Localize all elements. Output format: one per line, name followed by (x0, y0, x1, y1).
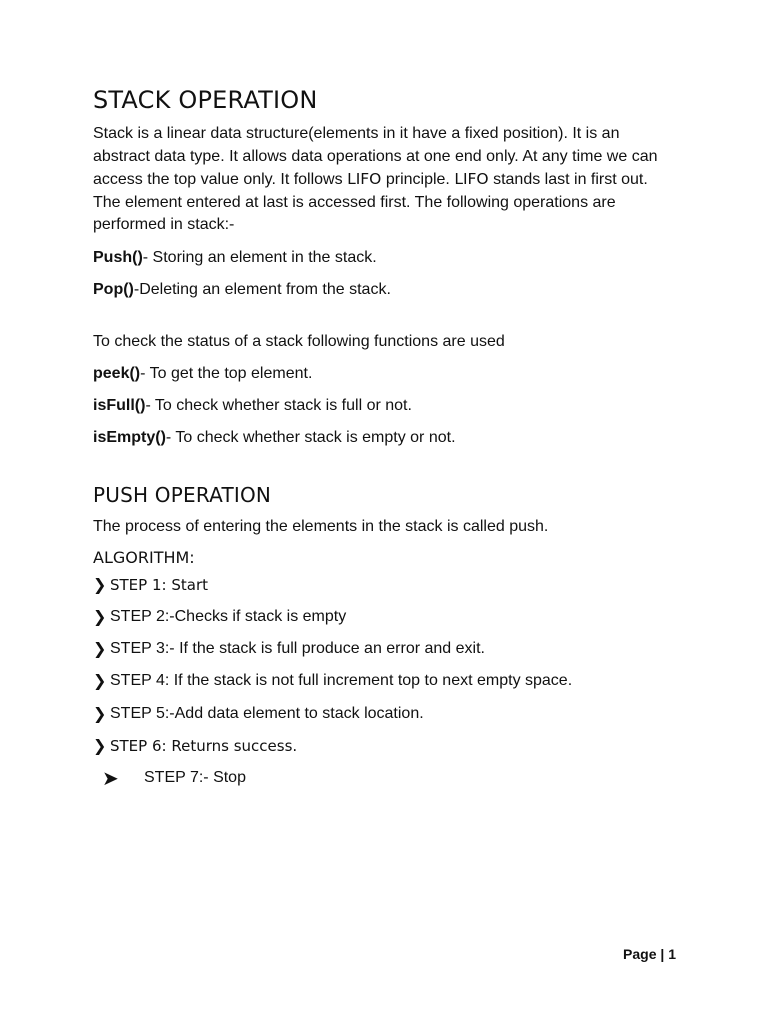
document-body (93, 86, 673, 800)
operation-name: Pop() (93, 280, 134, 298)
operation-push (93, 247, 673, 270)
spacer (93, 459, 673, 483)
status-intro: To check the status of a stack following functions are used (93, 332, 505, 350)
step-prefix: STEP 2 (110, 607, 165, 625)
step-prefix: STEP 1 (110, 575, 162, 594)
function-desc: - To check whether stack is empty or not. (165, 428, 456, 446)
lifo-term: LIFO (454, 170, 489, 188)
step-text: :-Checks if stack is empty (164, 607, 347, 625)
step-text: :- Stop (198, 769, 246, 787)
chevron-right-icon: ❯ (93, 639, 107, 659)
chevron-right-icon: ❯ (93, 671, 107, 691)
function-desc: - To get the top element. (140, 364, 313, 382)
push-description: The process of entering the elements in the stack is called push. (93, 517, 549, 535)
function-peek (93, 363, 673, 386)
step-prefix: STEP 5 (110, 704, 165, 722)
step-prefix: STEP 3 (110, 640, 165, 658)
page-title: STACK OPERATION (93, 86, 318, 114)
intro-text-1: Stack is a linear data structure(elements in it have a fixed position). It is an abstract data type. It allows data operations at one end only. At any time we can access the top value only. It follows (93, 125, 658, 188)
intro-text-3: stands last in first out. The element entered at last is accessed first. The following operations are performed in stack:- (93, 171, 648, 233)
intro-paragraph (93, 123, 673, 237)
lifo-term: LIFO (347, 170, 382, 188)
step-prefix: STEP 6 (110, 736, 162, 755)
chevron-right-icon: ❯ (93, 703, 107, 723)
operation-name: Push() (93, 248, 143, 266)
section-heading-push: PUSH OPERATION (93, 482, 272, 507)
algorithm-step (93, 670, 673, 693)
intro-text-2: principle. (381, 171, 455, 188)
algorithm-step (93, 574, 673, 597)
step-text: : Returns success. (161, 736, 298, 755)
algorithm-step (93, 735, 673, 758)
chevron-right-icon: ❯ (93, 574, 107, 594)
arrowhead-right-icon: ➤ (102, 766, 119, 791)
step-text: :- If the stack is full produce an error and exit. (164, 640, 485, 658)
function-isfull (93, 395, 673, 418)
step-text: :-Add data element to stack location. (164, 704, 424, 722)
function-desc: - To check whether stack is full or not. (145, 396, 412, 414)
operation-pop (93, 279, 673, 302)
function-name: peek() (93, 364, 141, 382)
step-prefix: STEP 4 (110, 672, 165, 690)
spacer (93, 311, 673, 331)
step-prefix: STEP 7 (144, 769, 199, 787)
function-name: isFull() (93, 396, 146, 414)
algorithm-step (93, 703, 673, 726)
algorithm-step (93, 606, 673, 629)
step-text: : Start (161, 575, 208, 594)
function-isempty (93, 427, 673, 450)
function-name: isEmpty() (93, 428, 166, 446)
operation-desc: - Storing an element in the stack. (142, 248, 377, 266)
algorithm-step (93, 767, 673, 790)
algorithm-label: ALGORITHM: (93, 547, 195, 567)
step-text: : If the stack is not full increment top to next empty space. (164, 672, 573, 690)
chevron-right-icon: ❯ (93, 606, 107, 626)
page-number-footer: Page | 1 (623, 946, 676, 962)
chevron-right-icon: ❯ (93, 735, 107, 755)
algorithm-step (93, 638, 673, 661)
operation-desc: -Deleting an element from the stack. (133, 280, 391, 298)
